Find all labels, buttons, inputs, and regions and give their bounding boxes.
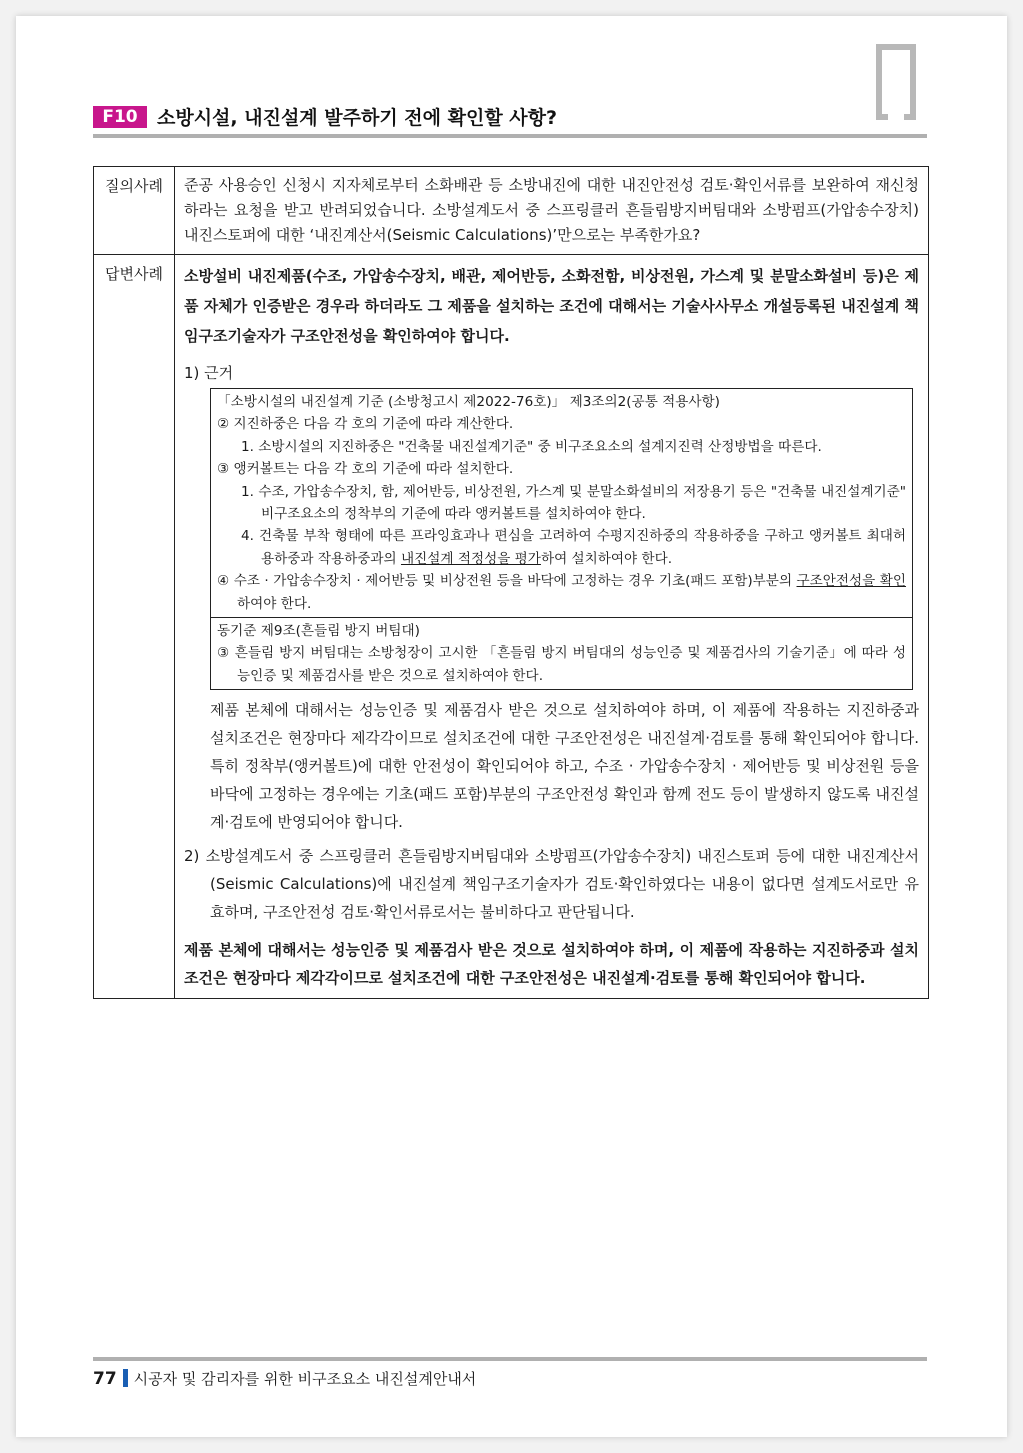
header-divider xyxy=(93,134,927,138)
section1-title: 1) 근거 xyxy=(184,364,234,382)
box1-item-4 xyxy=(217,570,906,615)
box1-item-4-underline: 구조안전성을 확인 xyxy=(796,573,907,590)
answer-content xyxy=(175,255,929,999)
footer-bar xyxy=(123,1369,128,1387)
question-text: 준공 사용승인 신청시 지자체로부터 소화배관 등 소방내진에 대한 내진안전성 검토·확인서류를 보완하여 재신청하라는 요청을 받고 반려되었습니다. 소방설계도서 중 스프링클러 흔들림방지버팀대와 소방펌프(가압송수장치) 내진스토퍼에 대한 ‘내진계산서(Seismic Calculations)’만으로는 부족한가요? xyxy=(175,167,929,255)
box1-item-3-4 xyxy=(217,525,906,570)
footer-title: 시공자 및 감리자를 위한 비구조요소 내진설계안내서 xyxy=(133,1370,477,1388)
section2-item: 2) 소방설계도서 중 스프링클러 흔들림방지버팀대와 소방펌프(가압송수장치) 내진스토퍼 등에 대한 내진계산서(Seismic Calculations)에 내진설계 책임구조기술자가 검토·확인하였다는 내용이 없다면 설계도서로만 유효하며, 구조안전성 검토·확인서류로서는 불비하다고 판단됩니다. xyxy=(184,847,919,922)
reference-box-2 xyxy=(211,617,912,689)
section-header xyxy=(93,104,927,132)
section-title: 소방시설, 내진설계 발주하기 전에 확인할 사항? xyxy=(157,107,558,129)
box1-item-2-1: 1. 소방시설의 지진하중은 "건축물 내진설계기준" 중 비구조요소의 설계지진력 산정방법을 따른다. xyxy=(241,438,822,455)
box1-item-3-4-underline: 내진설계 적정성을 평가 xyxy=(400,550,541,567)
qa-table xyxy=(93,166,929,999)
reference-box xyxy=(210,388,913,690)
box2-title: 동기준 제9조(흔들림 방지 버팀대) xyxy=(217,623,420,640)
box1-item-3-1: 1. 수조, 가압송수장치, 함, 제어반등, 비상전원, 가스계 및 분말소화설비의 저장용기 등은 "건축물 내진설계기준" 비구조요소의 정착부의 기준에 따라 앵커볼트를 설치하여야 한다. xyxy=(241,483,906,523)
section-code-badge: F10 xyxy=(93,106,147,128)
box1-item-3-4-tail: 하여 설치하여야 한다. xyxy=(540,550,673,567)
question-label: 질의사례 xyxy=(94,167,175,255)
answer-summary: 소방설비 내진제품(수조, 가압송수장치, 배관, 제어반등, 소화전함, 비상전원, 가스계 및 분말소화설비 등)은 제품 자체가 인증받은 경우라 하더라도 그 제품을 설치하는 조건에 대해서는 기술사사무소 개설등록된 내진설계 책임구조기술자가 구조안전성을 확인하여야 합니다. xyxy=(184,267,919,345)
answer-row xyxy=(94,255,929,999)
box2-item-3: ③ 흔들림 방지 버팀대는 소방청장이 고시한 「흔들림 방지 버팀대의 성능인증 및 제품검사의 기술기준」에 따라 성능인증 및 제품검사를 받은 것으로 설치하여야 한다. xyxy=(217,645,906,684)
page-number: 77 xyxy=(93,1369,117,1389)
footer-divider xyxy=(93,1357,927,1361)
box1-item-3-4-text: 4. 건축물 부착 형태에 따른 프라잉효과나 편심을 고려하여 수평지진하중의 작용하중을 구하고 앵커볼트 최대허용하중과 작용하중과의 xyxy=(241,528,906,567)
explanation-paragraph: 제품 본체에 대해서는 성능인증 및 제품검사 받은 것으로 설치하여야 하며, 이 제품에 작용하는 지진하중과 설치조건은 현장마다 제각각이므로 설치조건에 대한 구조안전성은 내진설계·검토를 통해 확인되어야 합니다. 특히 정착부(앵커볼트)에 대한 안전성이 확인되어야 하고, 수조 · 가압송수장치 · 제어반등 및 비상전원 등을 바닥에 고정하는 경우에는 기초(패드 포함)부분의 구조안전성 확인과 함께 전도 등이 발생하지 않도록 내진설계·검토에 반영되어야 합니다. xyxy=(210,701,919,832)
box1-item-4-tail: 하여야 한다. xyxy=(237,595,312,612)
page xyxy=(16,16,1007,1437)
box1-item-4-text: ④ 수조 · 가압송수장치 · 제어반등 및 비상전원 등을 바닥에 고정하는 경우 기초(패드 포함)부분의 xyxy=(217,573,797,590)
question-row xyxy=(94,167,929,255)
answer-label: 답변사례 xyxy=(94,255,175,999)
conclusion: 제품 본체에 대해서는 성능인증 및 제품검사 받은 것으로 설치하여야 하며, 이 제품에 작용하는 지진하중과 설치조건은 현장마다 제각각이므로 설치조건에 대한 구조안전성은 내진설계·검토를 통해 확인되어야 합니다. xyxy=(184,941,919,988)
box1-title: 「소방시설의 내진설계 기준 (소방청고시 제2022-76호)」 제3조의2(공통 적용사항) xyxy=(217,394,720,410)
box1-item-3: ③ 앵커볼트는 다음 각 호의 기준에 따라 설치한다. xyxy=(217,461,514,478)
reference-box-1 xyxy=(211,389,912,617)
box1-item-2: ② 지진하중은 다음 각 호의 기준에 따라 계산한다. xyxy=(217,416,514,433)
page-footer xyxy=(93,1366,476,1392)
